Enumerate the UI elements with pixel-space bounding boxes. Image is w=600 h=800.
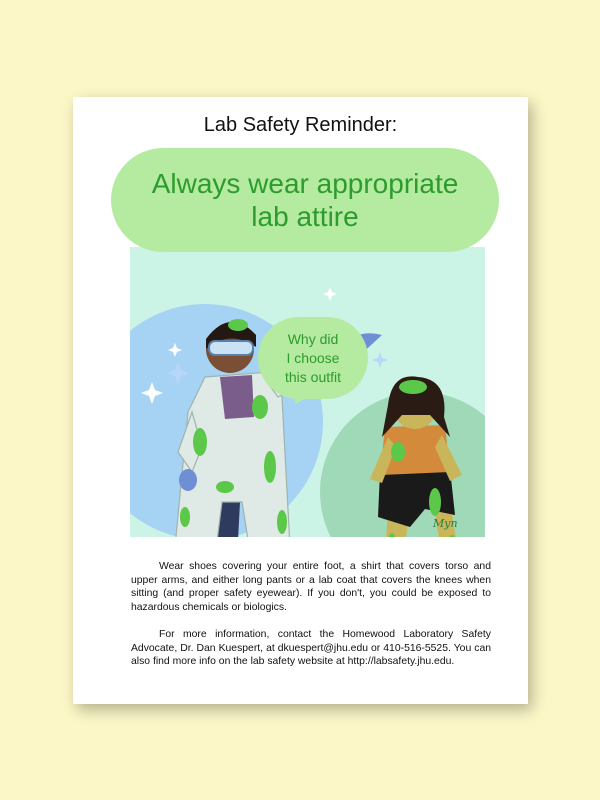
speech-bubble: Why did I choose this outfit: [258, 317, 368, 399]
slogan-banner: [111, 148, 499, 252]
artist-signature: Myn: [433, 517, 458, 530]
poster-headline: Lab Safety Reminder:: [203, 114, 398, 136]
poster: [73, 97, 528, 704]
slogan-text: Always wear appropriate lab attire: [151, 168, 459, 232]
attire-paragraph: Wear shoes covering your entire foot, a shirt that covers torso and upper arms, and either long pants or a lab coat that covers the knees when sitting (and proper safety eyewear). If you don't, you could be exposed to hazardous chemicals or biologics.: [131, 561, 491, 613]
contact-paragraph: For more information, contact the Homewood Laboratory Safety Advocate, Dr. Dan Kuespert, at dkuespert@jhu.edu or 410-516-5525. You can also find more info on the lab safety website at http://labsafety.jhu.edu.: [131, 629, 491, 668]
